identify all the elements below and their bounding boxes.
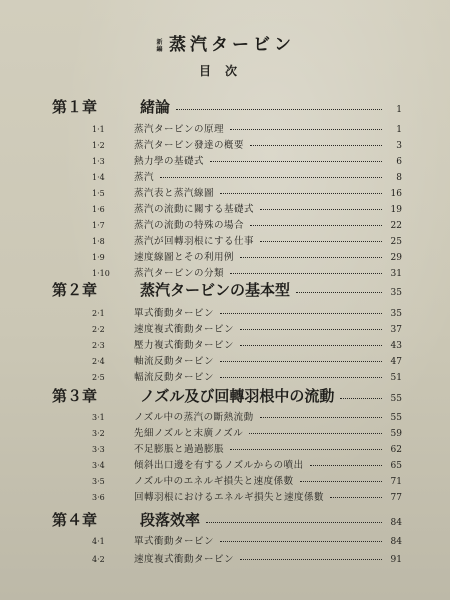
section-title: 壓力複式衝動タービン <box>134 340 235 351</box>
section-number: 3·5 <box>92 477 105 486</box>
dot-leader <box>176 109 382 110</box>
section-2-2-entry[interactable] <box>92 321 402 335</box>
section-number: 3·4 <box>92 461 105 470</box>
section-number: 1·9 <box>92 253 105 262</box>
section-number: 1·5 <box>92 189 105 198</box>
section-title: 熱力學の基礎式 <box>134 156 205 167</box>
section-number: 1·4 <box>92 173 105 182</box>
section-1-4-entry[interactable] <box>92 169 402 183</box>
section-title: 蒸汽の流動に關する基礎式 <box>134 204 255 215</box>
page-number: 35 <box>390 309 402 319</box>
dot-leader <box>230 273 382 274</box>
section-1-6-entry[interactable] <box>92 201 402 215</box>
section-title: 蒸汽タービンの分類 <box>134 268 225 279</box>
dot-leader <box>220 541 382 542</box>
section-number: 3·3 <box>92 445 105 454</box>
dot-leader <box>160 177 382 178</box>
chapter-number: 第４章 <box>52 511 98 529</box>
section-2-5-entry[interactable] <box>92 369 402 383</box>
section-number: 1·1 <box>92 125 105 134</box>
dot-leader <box>240 329 382 330</box>
section-4-1-entry[interactable] <box>92 533 402 547</box>
section-number: 2·4 <box>92 357 105 366</box>
page-number: 35 <box>390 288 402 298</box>
page-number: 1 <box>396 125 402 135</box>
page-number: 3 <box>396 141 402 151</box>
chapter-title: 蒸汽タービンの基本型 <box>140 281 291 299</box>
section-3-2-entry[interactable] <box>92 425 402 439</box>
section-title: 輻流反動タービン <box>134 372 215 383</box>
section-1-2-entry[interactable] <box>92 137 402 151</box>
section-title: 蒸汽が回轉羽根にする仕事 <box>134 236 255 247</box>
page-number: 22 <box>390 221 402 231</box>
section-3-5-entry[interactable] <box>92 473 402 487</box>
section-1-1-entry[interactable] <box>92 121 402 135</box>
section-title: 速度複式衝動タービン <box>134 554 235 565</box>
book-title-block <box>0 30 450 55</box>
section-1-3-entry[interactable] <box>92 153 402 167</box>
section-title: 傾斜出口邊を有するノズルからの噴出 <box>134 460 304 471</box>
page-number: 84 <box>390 537 402 547</box>
page-number: 71 <box>390 477 402 487</box>
dot-leader <box>240 559 382 560</box>
dot-leader <box>230 449 382 450</box>
dot-leader <box>260 241 382 242</box>
dot-leader <box>240 257 382 258</box>
chapter-title: ノズル及び回轉羽根中の流動 <box>140 387 335 405</box>
section-title: ノズル中のエネルギ損失と速度係數 <box>134 476 294 487</box>
dot-leader <box>220 313 382 314</box>
section-2-1-entry[interactable] <box>92 305 402 319</box>
chapter-2-entry[interactable] <box>52 279 402 300</box>
section-1-8-entry[interactable] <box>92 233 402 247</box>
page-number: 25 <box>390 237 402 247</box>
section-1-10-entry[interactable] <box>92 265 402 279</box>
section-number: 2·5 <box>92 373 105 382</box>
dot-leader <box>330 497 382 498</box>
section-number: 1·2 <box>92 141 105 150</box>
dot-leader <box>240 345 382 346</box>
chapter-4-entry[interactable] <box>52 509 402 530</box>
chapter-number: 第１章 <box>52 98 98 116</box>
section-title: 單式衝動タービン <box>134 308 215 319</box>
section-number: 1·3 <box>92 157 105 166</box>
page-number: 65 <box>390 461 402 471</box>
dot-leader <box>206 522 382 523</box>
section-title: 速度複式衝動タービン <box>134 324 235 335</box>
section-title: 不足膨脹と過過膨脹 <box>134 444 225 455</box>
section-title: 蒸汽タービン發達の槪要 <box>134 140 245 151</box>
dot-leader <box>250 145 382 146</box>
section-title: 回轉羽根におけるエネルギ損失と速度係數 <box>134 492 325 503</box>
section-title: 速度線圖とその利用例 <box>134 252 235 263</box>
page-number: 8 <box>396 173 402 183</box>
section-1-5-entry[interactable] <box>92 185 402 199</box>
dot-leader <box>220 193 382 194</box>
dot-leader <box>300 481 382 482</box>
dot-leader <box>249 433 382 434</box>
section-number: 1·8 <box>92 237 105 246</box>
dot-leader <box>210 161 382 162</box>
section-3-1-entry[interactable] <box>92 409 402 423</box>
chapter-title: 緒論 <box>140 98 171 116</box>
page-number: 62 <box>390 445 402 455</box>
section-number: 2·3 <box>92 341 105 350</box>
dot-leader <box>260 209 382 210</box>
dot-leader <box>296 292 382 293</box>
page-number: 55 <box>390 394 402 404</box>
dot-leader <box>220 361 382 362</box>
section-2-3-entry[interactable] <box>92 337 402 351</box>
chapter-number: 第３章 <box>52 387 98 405</box>
page-number: 51 <box>390 373 402 383</box>
section-number: 3·2 <box>92 429 105 438</box>
page-number: 84 <box>390 518 402 528</box>
section-number: 3·6 <box>92 493 105 502</box>
page-number: 59 <box>390 429 402 439</box>
section-number: 4·1 <box>92 537 105 546</box>
page-number: 31 <box>390 269 402 279</box>
section-2-4-entry[interactable] <box>92 353 402 367</box>
section-number: 1·7 <box>92 221 105 230</box>
section-title: ノズル中の蒸汽の斷熱流動 <box>134 412 254 423</box>
section-title: 蒸汽タービンの原理 <box>134 124 225 135</box>
chapter-1-entry[interactable] <box>52 96 402 117</box>
section-number: 3·1 <box>92 413 105 422</box>
chapter-number: 第２章 <box>52 281 98 299</box>
chapter-3-entry[interactable] <box>52 385 402 406</box>
section-number: 2·2 <box>92 325 105 334</box>
section-title: 先細ノズルと末廣ノズル <box>134 428 244 439</box>
section-title: 單式衝動タービン <box>134 536 215 547</box>
dot-leader <box>230 129 382 130</box>
section-title: 軸流反動タービン <box>134 356 215 367</box>
book-title: 蒸汽タービン <box>169 35 295 55</box>
page-number: 19 <box>390 205 402 215</box>
dot-leader <box>310 465 382 466</box>
dot-leader <box>260 417 382 418</box>
page-number: 47 <box>390 357 402 367</box>
page-number: 1 <box>396 105 402 115</box>
page-number: 37 <box>390 325 402 335</box>
section-title: 蒸汽 <box>134 172 155 183</box>
section-1-7-entry[interactable] <box>92 217 402 231</box>
dot-leader <box>220 377 382 378</box>
section-3-6-entry[interactable] <box>92 489 402 503</box>
section-number: 1·10 <box>92 269 110 278</box>
section-1-9-entry[interactable] <box>92 249 402 263</box>
dot-leader <box>340 398 382 399</box>
section-3-4-entry[interactable] <box>92 457 402 471</box>
page-number: 91 <box>390 555 402 565</box>
dot-leader <box>250 225 382 226</box>
section-number: 2·1 <box>92 309 105 318</box>
chapter-title: 段落效率 <box>140 511 201 529</box>
section-number: 4·2 <box>92 555 105 564</box>
page-number: 29 <box>390 253 402 263</box>
page-number: 6 <box>396 157 402 167</box>
section-title: 蒸汽の流動の特殊の場合 <box>134 220 245 231</box>
page-number: 77 <box>390 493 402 503</box>
page-number: 55 <box>390 413 402 423</box>
page-number: 16 <box>390 189 402 199</box>
edition-badge: 新編 <box>156 38 163 53</box>
section-4-2-entry[interactable] <box>92 551 402 565</box>
section-number: 1·6 <box>92 205 105 214</box>
section-3-3-entry[interactable] <box>92 441 402 455</box>
page-number: 43 <box>390 341 402 351</box>
toc-heading: 目次 <box>198 64 251 78</box>
section-title: 蒸汽表と蒸汽線圖 <box>134 188 215 199</box>
